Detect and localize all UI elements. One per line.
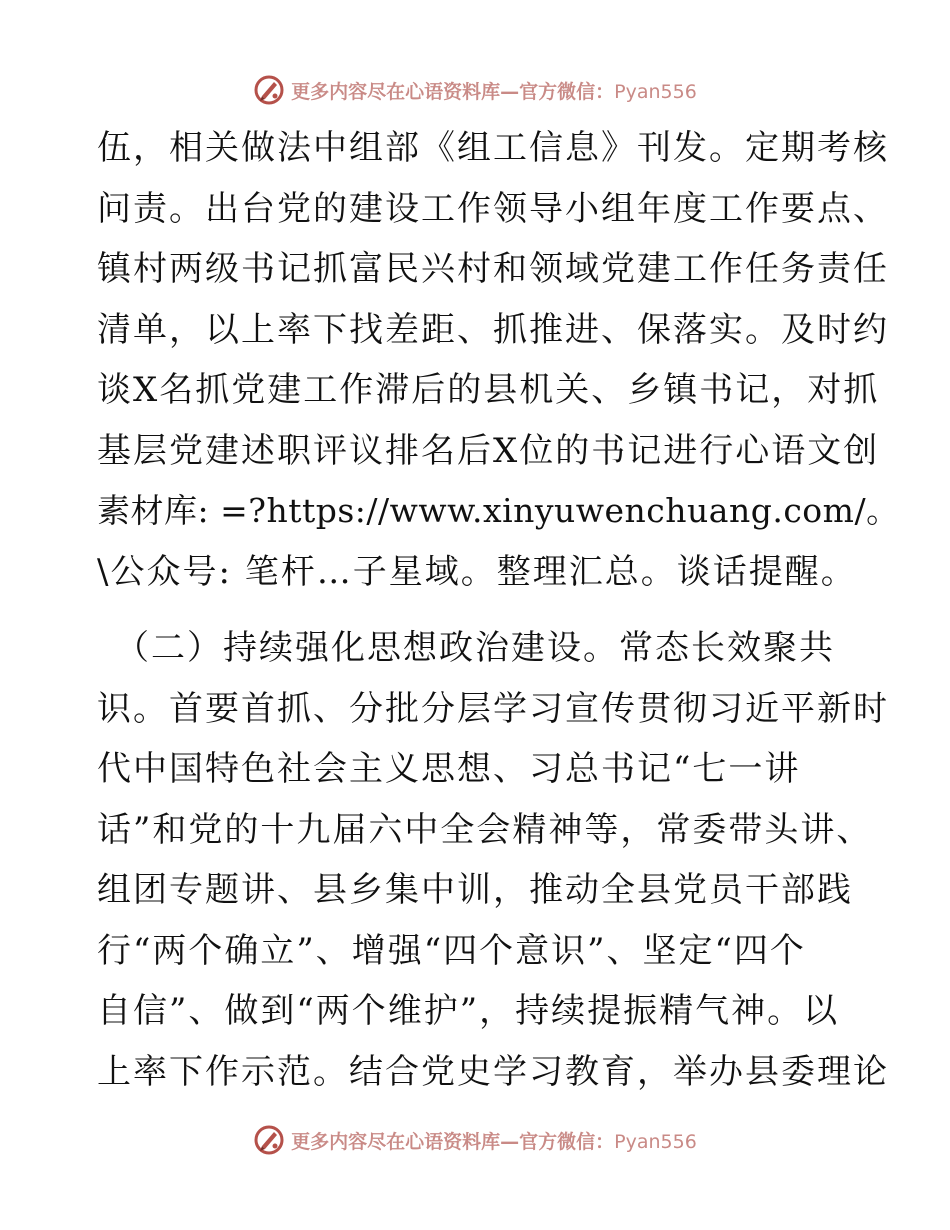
text-line: 行“两个确立”、增强“四个意识”、坚定“四个 — [97, 930, 806, 971]
footer-wechat-id: Pyan556 — [614, 1130, 697, 1153]
text-line: 代中国特色社会主义思想、习总书记“七一讲 — [97, 749, 801, 789]
text-line: 基层党建述职评议排名后X位的书记进行心语文创 — [97, 430, 880, 471]
pen-logo-icon — [253, 74, 285, 106]
document-body — [97, 118, 900, 1102]
header-wechat-id: Pyan556 — [614, 80, 697, 103]
text-line: \公众号: 笔杆…子星域。整理汇总。谈话提醒。 — [97, 551, 857, 592]
text-line: 组团专题讲、县乡集中训，推动全县党员干部践 — [97, 870, 853, 910]
paragraph-1 — [97, 118, 900, 602]
text-line: 识。首要首抓、分批分层学习宣传贯彻习近平新时 — [97, 688, 889, 729]
text-line: 问责。出台党的建设工作领导小组年度工作要点、 — [97, 188, 889, 229]
section-heading-line: （二）持续强化思想政治建设。常态长效聚共 — [115, 628, 835, 668]
paragraph-gap — [97, 602, 857, 618]
text-line: 清单，以上率下找差距、抓推进、保落实。及时约 — [97, 309, 889, 350]
text-line: 镇村两级书记抓富民兴村和领域党建工作任务责任 — [97, 249, 889, 289]
text-line: 伍，相关做法中组部《组工信息》刊发。定期考核 — [97, 128, 889, 168]
footer-banner — [0, 1120, 950, 1160]
header-banner — [0, 70, 950, 110]
header-banner-text — [291, 77, 697, 104]
footer-banner-label: 更多内容尽在心语资料库—官方微信： — [291, 1130, 615, 1153]
header-banner-label: 更多内容尽在心语资料库—官方微信： — [291, 80, 615, 103]
paragraph-2 — [97, 618, 889, 1102]
text-line: 自信”、做到“两个维护”，持续提振精气神。以 — [97, 991, 840, 1031]
text-line: 谈X名抓党建工作滞后的县机关、乡镇书记，对抓 — [97, 370, 880, 410]
pen-logo-icon — [253, 1124, 285, 1156]
text-line: 上率下作示范。结合党史学习教育，举办县委理论 — [97, 1051, 889, 1092]
footer-banner-text — [291, 1127, 697, 1154]
text-line: 话”和党的十九届六中全会精神等，常委带头讲、 — [97, 809, 873, 850]
text-line-url: 素材库: =?https://www.xinyuwenchuang.com/。 — [97, 491, 900, 530]
